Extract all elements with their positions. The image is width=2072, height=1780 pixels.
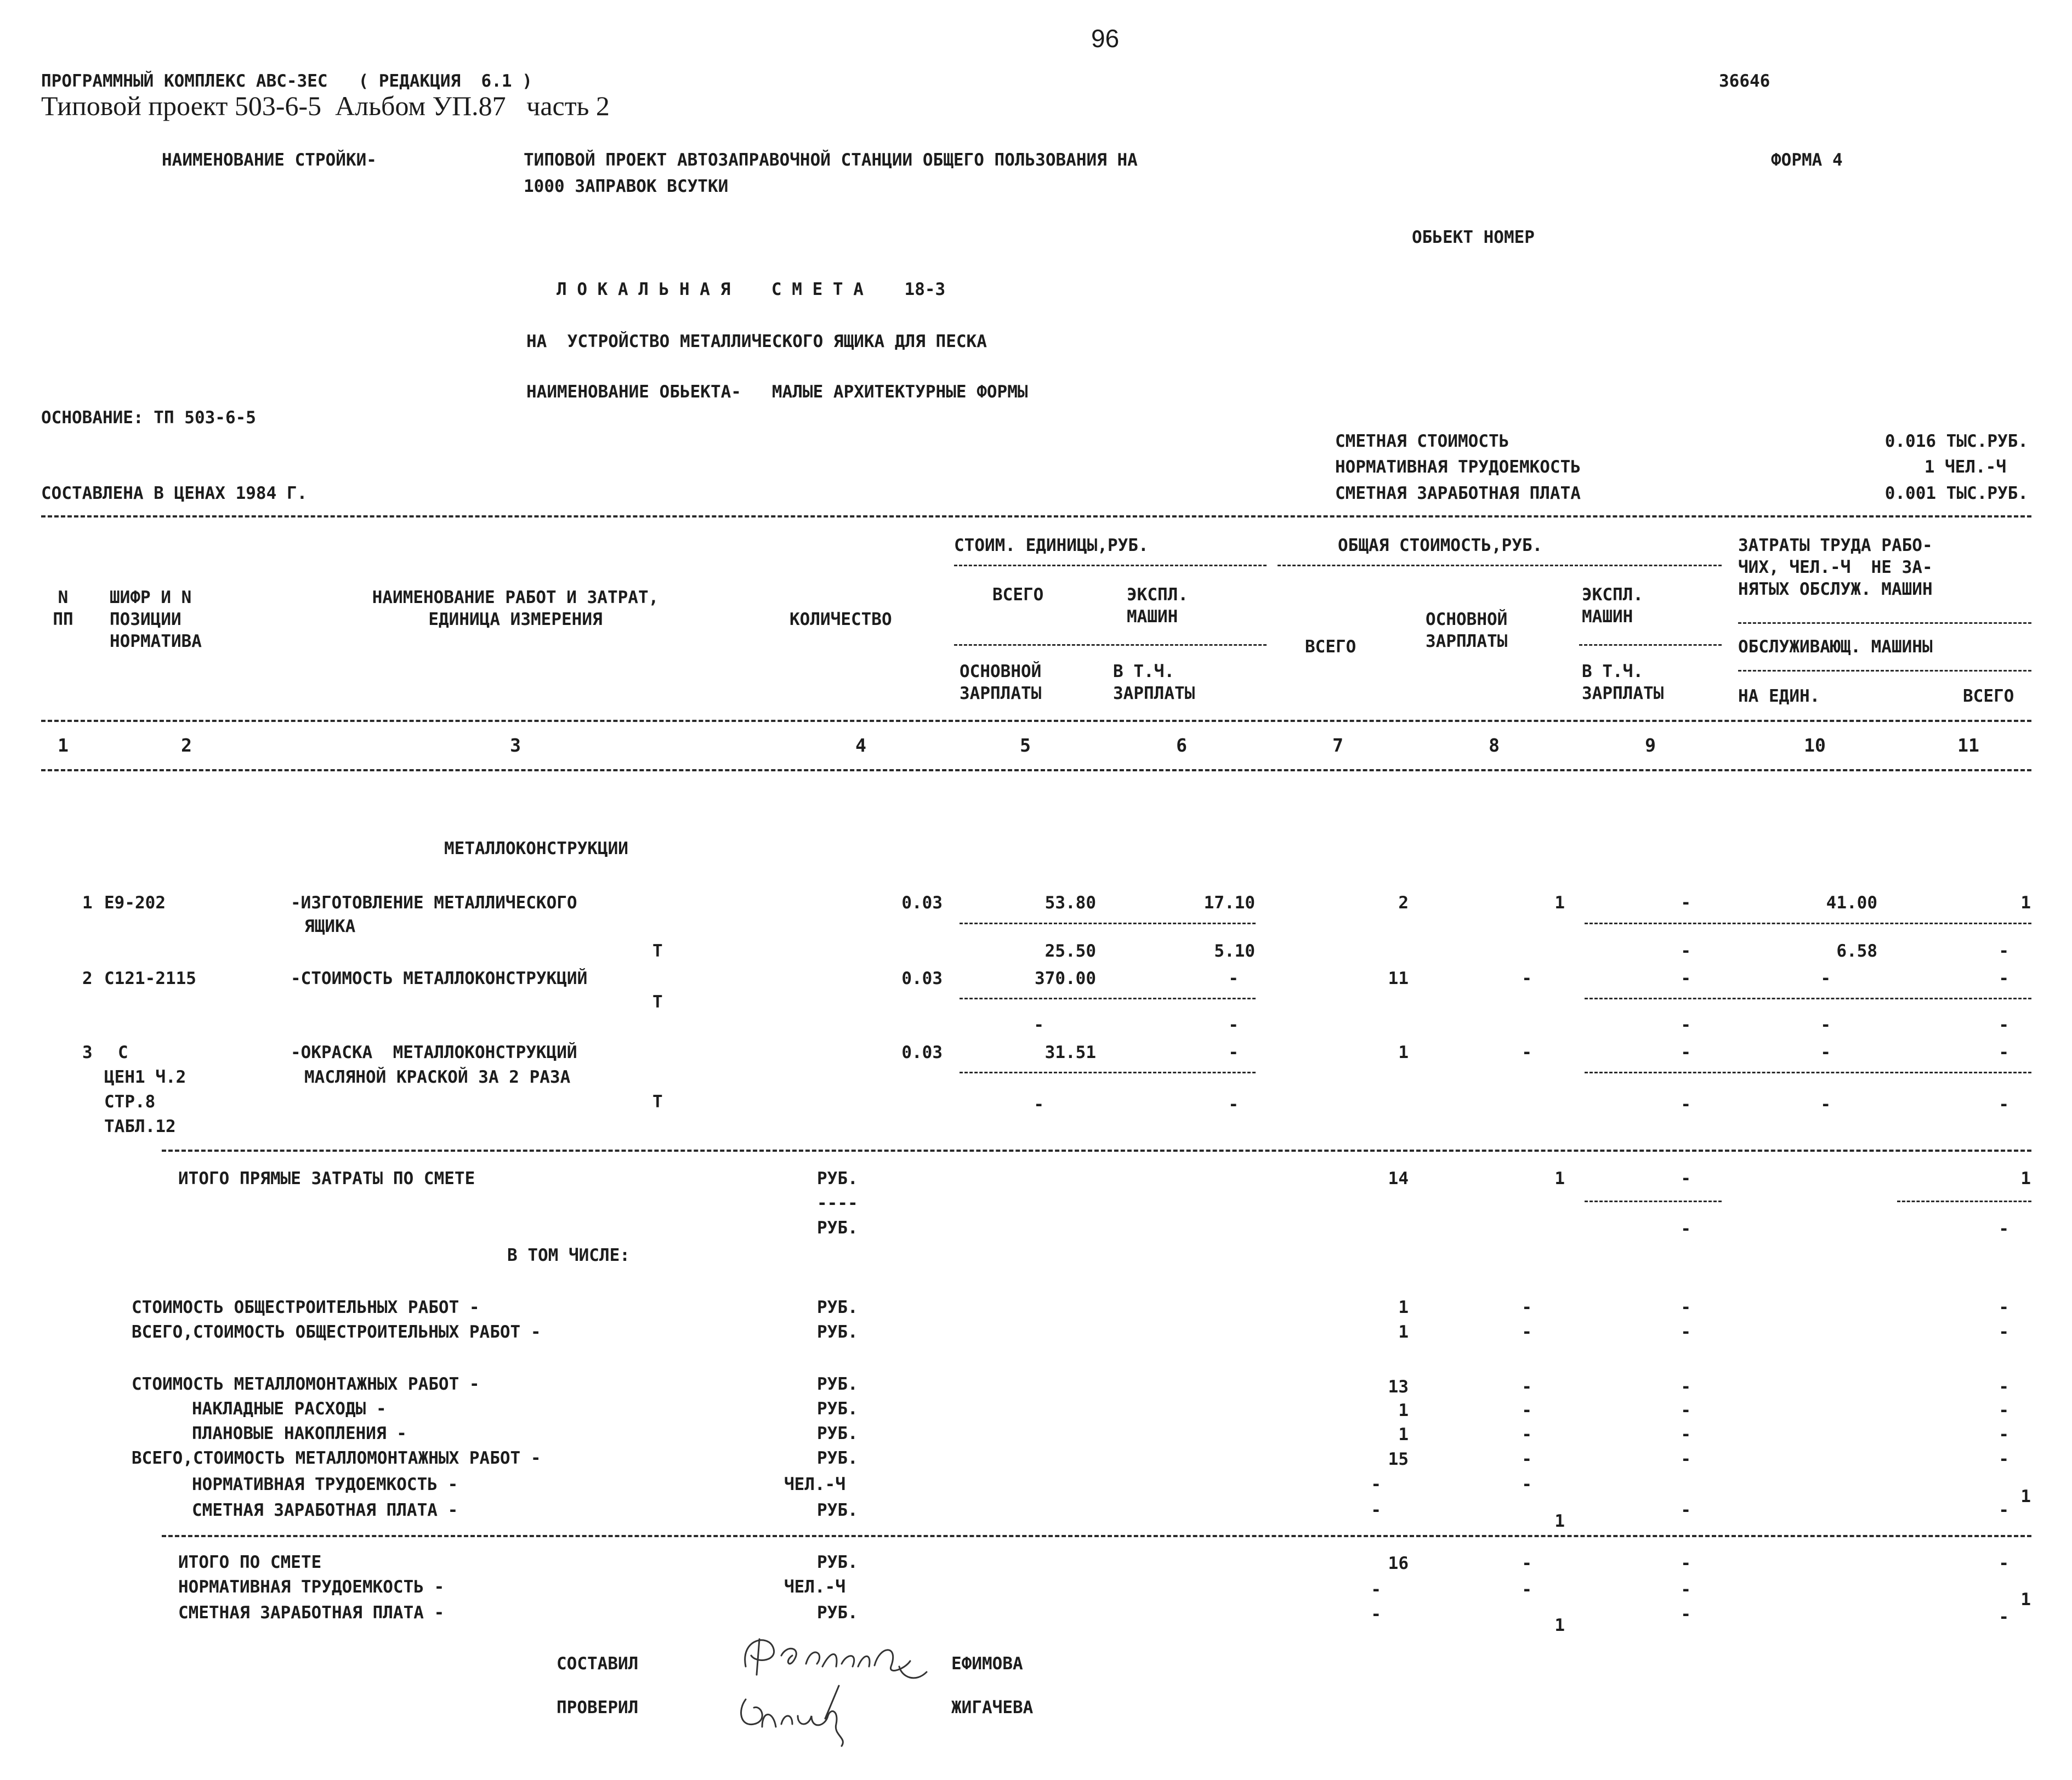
totals-machines: -: [1681, 1554, 1691, 1573]
breakdown-unit: РУБ.: [817, 1322, 858, 1342]
item-wages: -: [1522, 1043, 1532, 1062]
col-number: 6: [1176, 735, 1187, 756]
header-labor-rule1: [1738, 622, 2031, 624]
item-serv-unit: 6.58: [1836, 941, 1877, 961]
breakdown-label: НОРМАТИВНАЯ ТРУДОЕМКОСТЬ -: [192, 1475, 458, 1494]
col-number: 3: [510, 735, 521, 756]
summary-label-cost: СМЕТНАЯ СТОИМОСТЬ: [1335, 431, 1509, 451]
totals-machines: -: [1681, 1605, 1691, 1624]
summary-label-wages: СМЕТНАЯ ЗАРАБОТНАЯ ПЛАТА: [1335, 484, 1581, 503]
breakdown-unit: РУБ.: [817, 1448, 858, 1468]
item-unit-incl: -: [1228, 1095, 1239, 1114]
item-split-rule-right: [1585, 998, 2031, 999]
summary-value-labor: 1 ЧЕЛ.-Ч: [1924, 457, 2006, 477]
item-name: -ОКРАСКА МЕТАЛЛОКОНСТРУКЦИЙ: [291, 1043, 577, 1062]
col-number: 9: [1645, 735, 1656, 756]
compiled-name: ЕФИМОВА: [951, 1654, 1023, 1674]
breakdown-label: СМЕТНАЯ ЗАРАБОТНАЯ ПЛАТА -: [192, 1500, 458, 1520]
item-n: 3: [82, 1043, 93, 1062]
header-code: ШИФР И N ПОЗИЦИИ НОРМАТИВА: [110, 588, 202, 651]
direct-labor: 1: [2020, 1169, 2031, 1188]
totals-unit: РУБ.: [817, 1552, 858, 1572]
totals-labor: -: [1999, 1607, 2009, 1627]
header-total-cost: ОБЩАЯ СТОИМОСТЬ,РУБ.: [1338, 536, 1543, 555]
breakdown-unit: РУБ.: [817, 1374, 858, 1394]
item-labor-unit: -: [1820, 1043, 1831, 1062]
totals-labor: -: [1999, 1554, 2009, 1573]
object-number: ОБЬЕКТ НОМЕР: [1412, 228, 1535, 247]
totals-top-rule: [162, 1535, 2031, 1537]
breakdown-unit: РУБ.: [817, 1500, 858, 1520]
header-npp: N ПП: [53, 588, 73, 629]
header-unit-rule1: [954, 565, 1267, 566]
breakdown-machines: -: [1681, 1500, 1691, 1520]
col-number: 4: [855, 735, 866, 756]
totals-unit: ЧЕЛ.-Ч: [784, 1577, 845, 1597]
item-name: -СТОИМОСТЬ МЕТАЛЛОКОНСТРУКЦИЙ: [291, 969, 588, 988]
col-number: 1: [58, 735, 69, 756]
breakdown-wages: -: [1522, 1298, 1532, 1317]
item-unit-wages: -: [1034, 1095, 1044, 1114]
item-unit-total: 31.51: [1044, 1043, 1096, 1062]
item-machines: -: [1681, 893, 1691, 913]
compiled-label: СОСТАВИЛ: [557, 1654, 639, 1674]
section-title: МЕТАЛЛОКОНСТРУКЦИИ: [444, 839, 628, 858]
breakdown-labor: -: [1999, 1377, 2009, 1397]
breakdown-unit: ЧЕЛ.-Ч: [784, 1475, 845, 1494]
item-unit: Т: [652, 941, 663, 961]
item-qty: 0.03: [901, 1043, 943, 1062]
header-total-all: ВСЕГО: [1305, 637, 1356, 657]
item-qty: 0.03: [901, 893, 943, 913]
item-code-3: СТР.8: [104, 1092, 156, 1112]
construction-name-line1: ТИПОВОЙ ПРОЕКТ АВТОЗАПРАВОЧНОЙ СТАНЦИИ ОБЩЕГО ПОЛЬЗОВАНИЯ НА: [524, 150, 1138, 170]
col-number: 8: [1489, 735, 1500, 756]
item-unit-total: 370.00: [1035, 969, 1096, 988]
item-unit-incl: -: [1228, 1015, 1239, 1035]
col-number: 11: [1957, 735, 1979, 756]
item-serv-total: -: [1999, 1015, 2009, 1035]
item-serv-total: -: [1999, 1095, 2009, 1114]
header-labor-unit: НА ЕДИН.: [1738, 686, 1820, 706]
direct-unit-2: РУБ.: [817, 1218, 858, 1238]
item-code: С121-2115: [104, 969, 196, 988]
colnum-bottom-rule: [41, 769, 2031, 771]
form-label: ФОРМА 4: [1771, 150, 1843, 170]
item-unit-wages: -: [1034, 1015, 1044, 1035]
item-labor-unit: 41.00: [1826, 893, 1877, 913]
item-total: 2: [1398, 893, 1409, 913]
totals-labor: 1: [2020, 1590, 2031, 1610]
breakdown-label: ПЛАНОВЫЕ НАКОПЛЕНИЯ -: [192, 1424, 407, 1443]
item-split-rule: [960, 923, 1256, 924]
item-name: -ИЗГОТОВЛЕНИЕ МЕТАЛЛИЧЕСКОГО: [291, 893, 577, 913]
header-labor-total: ВСЕГО: [1963, 686, 2014, 706]
item-split-rule: [960, 1072, 1256, 1073]
item-incl-wages: -: [1681, 941, 1691, 961]
item-n: 2: [82, 969, 93, 988]
header-total-incl: В Т.Ч. ЗАРПЛАТЫ: [1582, 662, 1664, 703]
item-labor-total: 1: [2020, 893, 2031, 913]
col-number: 10: [1804, 735, 1826, 756]
item-serv-unit: -: [1820, 1095, 1831, 1114]
direct-total: 14: [1388, 1169, 1409, 1188]
item-serv-unit: -: [1820, 1015, 1831, 1035]
item-unit-machines: 17.10: [1204, 893, 1255, 913]
item-code: С: [118, 1043, 128, 1062]
construction-name-line2: 1000 ЗАПРАВОК ВСУТКИ: [524, 177, 729, 196]
breakdown-label: СТОИМОСТЬ МЕТАЛЛОМОНТАЖНЫХ РАБОТ -: [132, 1374, 480, 1394]
breakdown-total: -: [1371, 1475, 1381, 1494]
direct-split-rule-right: [1897, 1201, 2031, 1202]
breakdown-machines: -: [1681, 1322, 1691, 1342]
header-total-machines: ЭКСПЛ. МАШИН: [1582, 585, 1643, 627]
item-wages: -: [1522, 969, 1532, 988]
header-unit-incl: В Т.Ч. ЗАРПЛАТЫ: [1113, 662, 1195, 703]
breakdown-machines: -: [1681, 1377, 1691, 1397]
summary-label-labor: НОРМАТИВНАЯ ТРУДОЕМКОСТЬ: [1335, 457, 1581, 477]
header-total-wages: ОСНОВНОЙ ЗАРПЛАТЫ: [1426, 610, 1508, 651]
header-unit-wages: ОСНОВНОЙ ЗАРПЛАТЫ: [960, 662, 1042, 703]
item-split-rule-right: [1585, 1072, 2031, 1073]
prices-year: СОСТАВЛЕНА В ЦЕНАХ 1984 Г.: [41, 484, 308, 503]
direct-label: ИТОГО ПРЯМЫЕ ЗАТРАТЫ ПО СМЕТЕ: [178, 1169, 475, 1188]
breakdown-wages: -: [1522, 1322, 1532, 1342]
breakdown-machines: -: [1681, 1449, 1691, 1469]
header-unit-machines: ЭКСПЛ. МАШИН: [1127, 585, 1188, 627]
item-wages: 1: [1554, 893, 1565, 913]
direct-unit-1: РУБ.: [817, 1169, 858, 1188]
direct-sep: ----: [817, 1193, 858, 1213]
header-unit-cost: СТОИМ. ЕДИНИЦЫ,РУБ.: [954, 536, 1149, 555]
breakdown-total: 1: [1398, 1322, 1409, 1342]
direct-machines: -: [1681, 1169, 1691, 1188]
item-total: 11: [1388, 969, 1409, 988]
item-n: 1: [82, 893, 93, 913]
direct-split-rule: [1585, 1201, 1722, 1202]
breakdown-total: 1: [1398, 1401, 1409, 1420]
totals-total: -: [1371, 1580, 1381, 1600]
totals-label: ИТОГО ПО СМЕТЕ: [178, 1552, 322, 1572]
breakdown-wages: -: [1522, 1377, 1532, 1397]
totals-total: 16: [1388, 1554, 1409, 1573]
header-total-rule: [1278, 565, 1722, 566]
breakdown-labor: 1: [2020, 1487, 2031, 1506]
direct-wages: 1: [1554, 1169, 1565, 1188]
breakdown-labor: -: [1999, 1401, 2009, 1420]
totals-total: -: [1371, 1605, 1381, 1624]
breakdown-machines: -: [1681, 1425, 1691, 1445]
item-code-2: ЦЕН1 Ч.2: [104, 1067, 186, 1087]
header-unit-total: ВСЕГО: [992, 585, 1044, 605]
header-labor: ЗАТРАТЫ ТРУДА РАБО- ЧИХ, ЧЕЛ.-Ч НЕ ЗА- НЯТЫХ ОБСЛУЖ. МАШИН: [1738, 536, 1933, 599]
header-name: НАИМЕНОВАНИЕ РАБОТ И ЗАТРАТ, ЕДИНИЦА ИЗМЕРЕНИЯ: [372, 588, 659, 629]
item-machines: -: [1681, 1043, 1691, 1062]
item-unit-incl: 5.10: [1214, 941, 1255, 961]
breakdown-wages: -: [1522, 1425, 1532, 1445]
breakdown-wages: -: [1522, 1401, 1532, 1420]
program-line: ПРОГРАММНЫЙ КОМПЛЕКС АВС-3ЕС ( РЕДАКЦИЯ 6.1 ): [41, 71, 532, 91]
object-name: НАИМЕНОВАНИЕ ОБЬЕКТА- МАЛЫЕ АРХИТЕКТУРНЫЕ ФОРМЫ: [526, 382, 1028, 402]
estimate-title: Л О К А Л Ь Н А Я С М Е Т А 18-3: [557, 280, 946, 299]
breakdown-label: НАКЛАДНЫЕ РАСХОДЫ -: [192, 1399, 387, 1419]
doc-code: 36646: [1719, 71, 1770, 91]
item-unit-total: 53.80: [1044, 893, 1096, 913]
item-name-2: ЯЩИКА: [304, 917, 356, 936]
header-unit-rule2: [954, 644, 1267, 646]
item-qty: 0.03: [901, 969, 943, 988]
item-split-rule: [960, 998, 1256, 999]
construction-label: НАИМЕНОВАНИЕ СТРОЙКИ-: [162, 150, 377, 170]
direct-incl-wages: -: [1681, 1219, 1691, 1239]
item-name-2: МАСЛЯНОЙ КРАСКОЙ ЗА 2 РАЗА: [304, 1067, 571, 1087]
breakdown-labor: -: [1999, 1449, 2009, 1469]
item-labor-total: -: [1999, 1043, 2009, 1062]
breakdown-labor: -: [1999, 1425, 2009, 1445]
breakdown-wages: -: [1522, 1475, 1532, 1494]
summary-value-wages: 0.001 ТЫС.РУБ.: [1884, 484, 2028, 503]
item-unit-wages: 25.50: [1044, 941, 1096, 961]
table-top-rule: [41, 515, 2031, 517]
breakdown-total: 15: [1388, 1449, 1409, 1469]
breakdown-labor: -: [1999, 1500, 2009, 1520]
checked-label: ПРОВЕРИЛ: [557, 1698, 639, 1718]
item-code-4: ТАБЛ.12: [104, 1117, 176, 1136]
breakdown-total: 1: [1398, 1298, 1409, 1317]
totals-unit: РУБ.: [817, 1603, 858, 1623]
totals-label: СМЕТНАЯ ЗАРАБОТНАЯ ПЛАТА -: [178, 1603, 445, 1623]
direct-serv-total: -: [1999, 1219, 2009, 1239]
col-number: 7: [1332, 735, 1343, 756]
header-bottom-rule: [41, 720, 2031, 722]
item-unit-machines: -: [1228, 1043, 1239, 1062]
page-number: 96: [1091, 24, 1120, 53]
breakdown-label: СТОИМОСТЬ ОБЩЕСТРОИТЕЛЬНЫХ РАБОТ -: [132, 1298, 480, 1317]
item-serv-total: -: [1999, 941, 2009, 961]
breakdown-mid: 1: [1554, 1511, 1565, 1531]
items-bottom-rule: [162, 1150, 2031, 1152]
totals-wages: -: [1522, 1554, 1532, 1573]
header-labor-serv: ОБСЛУЖИВАЮЩ. МАШИНЫ: [1738, 637, 1933, 657]
breakdown-wages: -: [1522, 1449, 1532, 1469]
totals-wages: -: [1522, 1580, 1532, 1600]
item-total: 1: [1398, 1043, 1409, 1062]
breakdown-total: 13: [1388, 1377, 1409, 1397]
estimate-subject: НА УСТРОЙСТВО МЕТАЛЛИЧЕСКОГО ЯЩИКА ДЛЯ ПЕСКА: [526, 332, 987, 351]
item-incl-wages: -: [1681, 1015, 1691, 1035]
checked-signature: [729, 1677, 894, 1749]
breakdown-machines: -: [1681, 1401, 1691, 1420]
item-split-rule-right: [1585, 923, 2031, 924]
breakdown-machines: -: [1681, 1298, 1691, 1317]
totals-mid: 1: [1554, 1616, 1565, 1635]
col-number: 2: [181, 735, 192, 756]
col-number: 5: [1020, 735, 1031, 756]
breakdown-unit: РУБ.: [817, 1298, 858, 1317]
summary-value-cost: 0.016 ТЫС.РУБ.: [1884, 431, 2028, 451]
basis: ОСНОВАНИЕ: ТП 503-6-5: [41, 408, 256, 428]
breakdown-unit: РУБ.: [817, 1399, 858, 1419]
item-labor-unit: -: [1820, 969, 1831, 988]
breakdown-labor: -: [1999, 1322, 2009, 1342]
header-total-rule2: [1579, 644, 1722, 646]
breakdown-total: -: [1371, 1500, 1381, 1520]
breakdown-label: ВСЕГО,СТОИМОСТЬ МЕТАЛЛОМОНТАЖНЫХ РАБОТ -: [132, 1448, 541, 1468]
breakdown-total: 1: [1398, 1425, 1409, 1445]
breakdown-labor: -: [1999, 1298, 2009, 1317]
totals-label: НОРМАТИВНАЯ ТРУДОЕМКОСТЬ -: [178, 1577, 445, 1597]
header-qty: КОЛИЧЕСТВО: [790, 610, 892, 629]
project-line: Типовой проект 503-6-5 Альбом УП.87 часть 2: [41, 90, 610, 121]
totals-machines: -: [1681, 1580, 1691, 1600]
breakdown-label: ВСЕГО,СТОИМОСТЬ ОБЩЕСТРОИТЕЛЬНЫХ РАБОТ -: [132, 1322, 541, 1342]
item-labor-total: -: [1999, 969, 2009, 988]
breakdown-unit: РУБ.: [817, 1424, 858, 1443]
item-unit-machines: -: [1228, 969, 1239, 988]
item-unit: Т: [652, 992, 663, 1012]
header-labor-rule2: [1738, 670, 2031, 672]
checked-name: ЖИГАЧЕВА: [951, 1698, 1034, 1718]
item-unit: Т: [652, 1092, 663, 1112]
incl-label: В ТОМ ЧИСЛЕ:: [507, 1246, 630, 1265]
item-code: Е9-202: [104, 893, 166, 913]
item-machines: -: [1681, 969, 1691, 988]
item-incl-wages: -: [1681, 1095, 1691, 1114]
